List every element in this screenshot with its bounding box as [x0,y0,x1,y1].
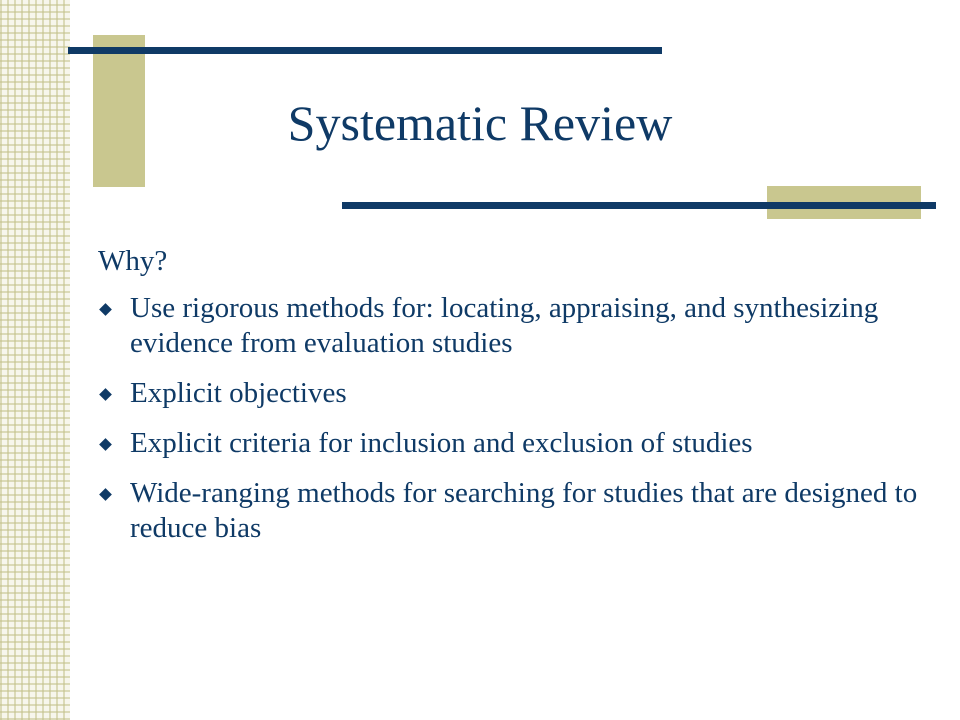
decorative-navy-line-top [68,47,662,54]
bullet-item [98,291,918,361]
slide-title: Systematic Review [287,95,673,151]
plaid-pattern-strip [0,0,70,720]
decorative-olive-block [93,35,145,187]
bullet-text: Explicit criteria for inclusion and exclusion of studies [130,427,753,459]
bullet-item [98,376,918,411]
bullet-item [98,426,918,461]
bullet-text: Wide-ranging methods for searching for studies that are designed to reduce bias [130,477,918,544]
diamond-bullet-icon [99,303,112,316]
bullet-list [98,291,918,546]
bullet-text: Explicit objectives [130,377,347,409]
decorative-navy-line-bottom [342,202,936,209]
bullet-text: Use rigorous methods for: locating, appraising, and synthesizing evidence from evaluation studies [130,292,879,359]
intro-text: Why? [98,245,168,277]
diamond-bullet-icon [99,488,112,501]
diamond-bullet-icon [99,388,112,401]
bullet-item [98,476,918,546]
diamond-bullet-icon [99,438,112,451]
slide-body [98,244,918,561]
